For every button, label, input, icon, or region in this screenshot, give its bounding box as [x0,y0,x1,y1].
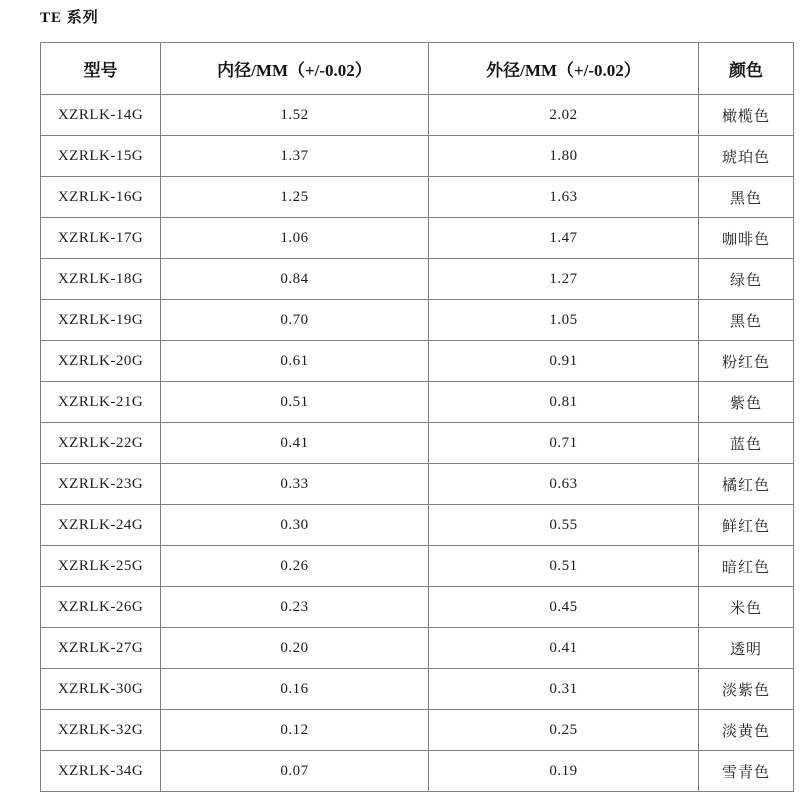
table-row [41,423,794,464]
col-header-inner-diameter: 内径/MM（+/-0.02） [161,43,429,95]
table-row [41,177,794,218]
cell-model: XZRLK-21G [41,382,161,423]
cell-model: XZRLK-17G [41,218,161,259]
cell-inner-diameter: 0.84 [161,259,429,300]
cell-color: 雪青色 [699,751,794,792]
cell-inner-diameter: 1.25 [161,177,429,218]
cell-model: XZRLK-23G [41,464,161,505]
table-row [41,136,794,177]
table-row [41,546,794,587]
cell-outer-diameter: 0.55 [429,505,699,546]
table-row [41,464,794,505]
cell-color: 透明 [699,628,794,669]
table-header [41,43,794,95]
table-row [41,710,794,751]
table-body [41,95,794,792]
cell-color: 咖啡色 [699,218,794,259]
cell-inner-diameter: 0.23 [161,587,429,628]
cell-inner-diameter: 0.61 [161,341,429,382]
cell-color: 粉红色 [699,341,794,382]
cell-inner-diameter: 0.16 [161,669,429,710]
table-row [41,95,794,136]
cell-model: XZRLK-30G [41,669,161,710]
cell-inner-diameter: 0.51 [161,382,429,423]
cell-model: XZRLK-34G [41,751,161,792]
cell-model: XZRLK-16G [41,177,161,218]
cell-outer-diameter: 1.05 [429,300,699,341]
cell-inner-diameter: 0.41 [161,423,429,464]
cell-inner-diameter: 0.12 [161,710,429,751]
col-header-outer-diameter: 外径/MM（+/-0.02） [429,43,699,95]
cell-outer-diameter: 0.81 [429,382,699,423]
cell-outer-diameter: 0.71 [429,423,699,464]
cell-inner-diameter: 0.70 [161,300,429,341]
cell-inner-diameter: 0.33 [161,464,429,505]
cell-color: 蓝色 [699,423,794,464]
cell-color: 暗红色 [699,546,794,587]
cell-model: XZRLK-32G [41,710,161,751]
col-header-color: 颜色 [699,43,794,95]
table-row [41,669,794,710]
cell-color: 绿色 [699,259,794,300]
cell-color: 鲜红色 [699,505,794,546]
table-row [41,259,794,300]
cell-color: 米色 [699,587,794,628]
cell-model: XZRLK-27G [41,628,161,669]
table-row [41,751,794,792]
cell-outer-diameter: 1.47 [429,218,699,259]
page-title: TE 系列 [40,10,99,26]
cell-outer-diameter: 0.45 [429,587,699,628]
cell-color: 琥珀色 [699,136,794,177]
cell-outer-diameter: 1.80 [429,136,699,177]
cell-model: XZRLK-14G [41,95,161,136]
cell-model: XZRLK-22G [41,423,161,464]
cell-color: 黑色 [699,177,794,218]
cell-outer-diameter: 0.63 [429,464,699,505]
table-row [41,628,794,669]
cell-inner-diameter: 1.06 [161,218,429,259]
header-row [41,43,794,95]
spec-table [40,42,794,792]
cell-outer-diameter: 1.63 [429,177,699,218]
cell-color: 紫色 [699,382,794,423]
cell-outer-diameter: 0.41 [429,628,699,669]
cell-outer-diameter: 0.31 [429,669,699,710]
cell-model: XZRLK-15G [41,136,161,177]
col-header-model: 型号 [41,43,161,95]
cell-model: XZRLK-19G [41,300,161,341]
table-row [41,587,794,628]
cell-color: 橘红色 [699,464,794,505]
cell-color: 橄榄色 [699,95,794,136]
cell-inner-diameter: 0.26 [161,546,429,587]
cell-color: 黑色 [699,300,794,341]
table-row [41,382,794,423]
cell-outer-diameter: 1.27 [429,259,699,300]
cell-model: XZRLK-26G [41,587,161,628]
cell-outer-diameter: 0.19 [429,751,699,792]
table-row [41,218,794,259]
cell-inner-diameter: 1.37 [161,136,429,177]
cell-model: XZRLK-24G [41,505,161,546]
cell-inner-diameter: 0.07 [161,751,429,792]
cell-color: 淡紫色 [699,669,794,710]
cell-outer-diameter: 0.25 [429,710,699,751]
cell-outer-diameter: 0.91 [429,341,699,382]
table-row [41,300,794,341]
cell-color: 淡黄色 [699,710,794,751]
cell-outer-diameter: 2.02 [429,95,699,136]
cell-outer-diameter: 0.51 [429,546,699,587]
cell-inner-diameter: 1.52 [161,95,429,136]
cell-inner-diameter: 0.20 [161,628,429,669]
cell-model: XZRLK-25G [41,546,161,587]
cell-model: XZRLK-20G [41,341,161,382]
cell-model: XZRLK-18G [41,259,161,300]
cell-inner-diameter: 0.30 [161,505,429,546]
table-row [41,341,794,382]
table-row [41,505,794,546]
